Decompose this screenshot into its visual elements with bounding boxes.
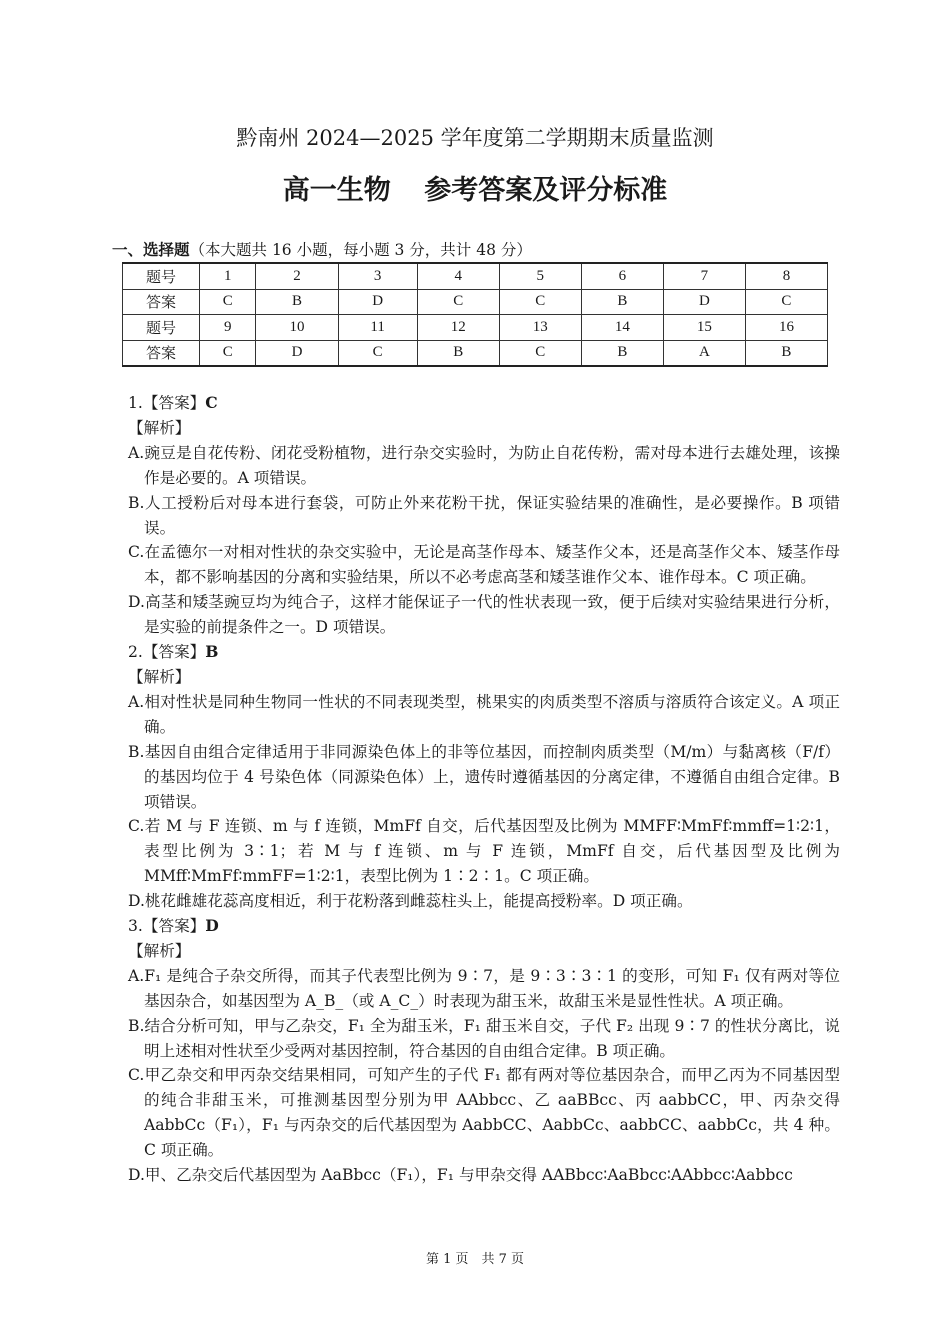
table-cell: C bbox=[200, 289, 256, 315]
option-explanation: D.甲、乙杂交后代基因型为 AaBbcc（F₁），F₁ 与甲杂交得 AABbcc∶AaBbcc∶AAbbcc∶Aabbcc bbox=[128, 1166, 793, 1185]
answer-label: 2.【答案】 bbox=[128, 643, 206, 662]
subject-label: 高一生物 bbox=[282, 175, 391, 206]
answer-value: C bbox=[205, 393, 218, 412]
table-cell: C bbox=[745, 289, 827, 315]
subtitle-label: 参考答案及评分标准 bbox=[424, 175, 668, 206]
table-cell: B bbox=[745, 340, 827, 366]
row-header-cell: 答案 bbox=[123, 289, 200, 315]
analysis-label: 【解析】 bbox=[128, 667, 191, 686]
question-answer bbox=[128, 914, 840, 939]
row-header-cell: 答案 bbox=[123, 340, 200, 366]
table-cell: B bbox=[256, 289, 338, 315]
table-cell: C bbox=[499, 340, 581, 366]
table-row bbox=[123, 315, 828, 341]
table-cell: D bbox=[338, 289, 417, 315]
table-cell: 4 bbox=[417, 263, 499, 289]
option-explanation: B.基因自由组合定律适用于非同源染色体上的非等位基因，而控制肉质类型（M/m）与黏离核（F/f）的基因均位于 4 号染色体（同源染色体）上，遗传时遵循基因的分离定律，不遵循自由组合定律。B 项错误。 bbox=[128, 742, 840, 811]
table-cell: 9 bbox=[200, 315, 256, 341]
question-answer bbox=[128, 391, 840, 416]
table-cell: B bbox=[581, 289, 663, 315]
answer-explanations bbox=[128, 391, 840, 1188]
table-cell: 7 bbox=[663, 263, 745, 289]
answer-label: 3.【答案】 bbox=[128, 917, 206, 936]
question-answer bbox=[128, 640, 840, 665]
row-header-cell: 题号 bbox=[123, 315, 200, 341]
section-heading bbox=[112, 238, 532, 260]
table-cell: B bbox=[581, 340, 663, 366]
analysis-label: 【解析】 bbox=[128, 418, 191, 437]
table-cell: 16 bbox=[745, 315, 827, 341]
table-row bbox=[123, 289, 828, 315]
option-explanation: C.甲乙杂交和甲丙杂交结果相同，可知产生的子代 F₁ 都有两对等位基因杂合，而甲乙丙为不同基因型的纯合非甜玉米，可推测基因型分别为甲 AAbbcc、乙 aaBBcc、丙 aabbCC，甲、丙杂交得 AabbCc（F₁），F₁ 与丙杂交的后代基因型为 AabbCC、AabbCc、aabbCC、aabbCc，共 4 种。C 项正确。 bbox=[128, 1066, 840, 1160]
option-explanation: D.高茎和矮茎豌豆均为纯合子，这样才能保证子一代的性状表现一致，便于后续对实验结果进行分析，是实验的前提条件之一。D 项错误。 bbox=[128, 593, 840, 637]
table-cell: 11 bbox=[338, 315, 417, 341]
table-cell: B bbox=[417, 340, 499, 366]
section-note: （本大题共 16 小题，每小题 3 分，共计 48 分） bbox=[189, 241, 532, 259]
option-explanation: A.相对性状是同种生物同一性状的不同表现类型，桃果实的肉质类型不溶质与溶质符合该定义。A 项正确。 bbox=[128, 692, 840, 736]
table-cell: 3 bbox=[338, 263, 417, 289]
table-cell: D bbox=[663, 289, 745, 315]
option-explanation: A.豌豆是自花传粉、闭花受粉植物，进行杂交实验时，为防止自花传粉，需对母本进行去雄处理，该操作是必要的。A 项错误。 bbox=[128, 443, 840, 487]
table-cell: 1 bbox=[200, 263, 256, 289]
table-row bbox=[123, 263, 828, 289]
table-cell: C bbox=[338, 340, 417, 366]
option-explanation: C.若 M 与 F 连锁、m 与 f 连锁，MmFf 自交，后代基因型及比例为 MMFF∶MmFf∶mmff=1∶2∶1，表型比例为 3∶1；若 M 与 f 连锁、m 与 F 连锁，MmFf 自交，后代基因型及比例为 MMff∶MmFf∶mmFF=1∶2∶1，表型比例为 1∶2∶1。C 项正确。 bbox=[128, 817, 840, 886]
table-cell: 12 bbox=[417, 315, 499, 341]
table-cell: 15 bbox=[663, 315, 745, 341]
table-cell: 6 bbox=[581, 263, 663, 289]
answer-label: 1.【答案】 bbox=[128, 394, 206, 412]
answer-value: B bbox=[205, 642, 219, 662]
document-title: 黔南州 2024—2025 学年度第二学期期末质量监测 bbox=[236, 126, 714, 150]
option-explanation: B.人工授粉后对母本进行套袋，可防止外来花粉干扰，保证实验结果的准确性，是必要操作。B 项错误。 bbox=[128, 493, 840, 537]
analysis-label: 【解析】 bbox=[128, 941, 191, 960]
table-cell: 5 bbox=[499, 263, 581, 289]
table-cell: 2 bbox=[256, 263, 338, 289]
option-explanation: C.在孟德尔一对相对性状的杂交实验中，无论是高茎作母本、矮茎作父本，还是高茎作父本、矮茎作母本，都不影响基因的分离和实验结果，所以不必考虑高茎和矮茎谁作父本、谁作母本。C 项正确。 bbox=[128, 543, 840, 587]
answer-table bbox=[122, 262, 828, 367]
table-row bbox=[123, 340, 828, 366]
table-cell: D bbox=[256, 340, 338, 366]
table-cell: C bbox=[417, 289, 499, 315]
page-number: 第 1 页 共 7 页 bbox=[425, 1252, 525, 1267]
table-cell: 14 bbox=[581, 315, 663, 341]
table-cell: 13 bbox=[499, 315, 581, 341]
table-cell: C bbox=[200, 340, 256, 366]
answer-value: D bbox=[205, 916, 219, 936]
section-title: 一、选择题 bbox=[112, 241, 190, 259]
table-cell: 10 bbox=[256, 315, 338, 341]
option-explanation: D.桃花雌雄花蕊高度相近，利于花粉落到雌蕊柱头上，能提高授粉率。D 项正确。 bbox=[128, 892, 693, 911]
document-subtitle bbox=[0, 168, 950, 207]
table-cell: C bbox=[499, 289, 581, 315]
table-cell: A bbox=[663, 340, 745, 366]
option-explanation: A.F₁ 是纯合子杂交所得，而其子代表型比例为 9∶7，是 9∶3∶3∶1 的变形，可知 F₁ 仅有两对等位基因杂合，如基因型为 A_B_（或 A_C_）时表现为甜玉米，故甜玉米是显性性状。A 项正确。 bbox=[128, 966, 840, 1010]
row-header-cell: 题号 bbox=[123, 263, 200, 289]
option-explanation: B.结合分析可知，甲与乙杂交，F₁ 全为甜玉米，F₁ 甜玉米自交，子代 F₂ 出现 9∶7 的性状分离比，说明上述相对性状至少受两对基因控制，符合基因的自由组合定律。B 项正确。 bbox=[128, 1016, 840, 1060]
table-cell: 8 bbox=[745, 263, 827, 289]
